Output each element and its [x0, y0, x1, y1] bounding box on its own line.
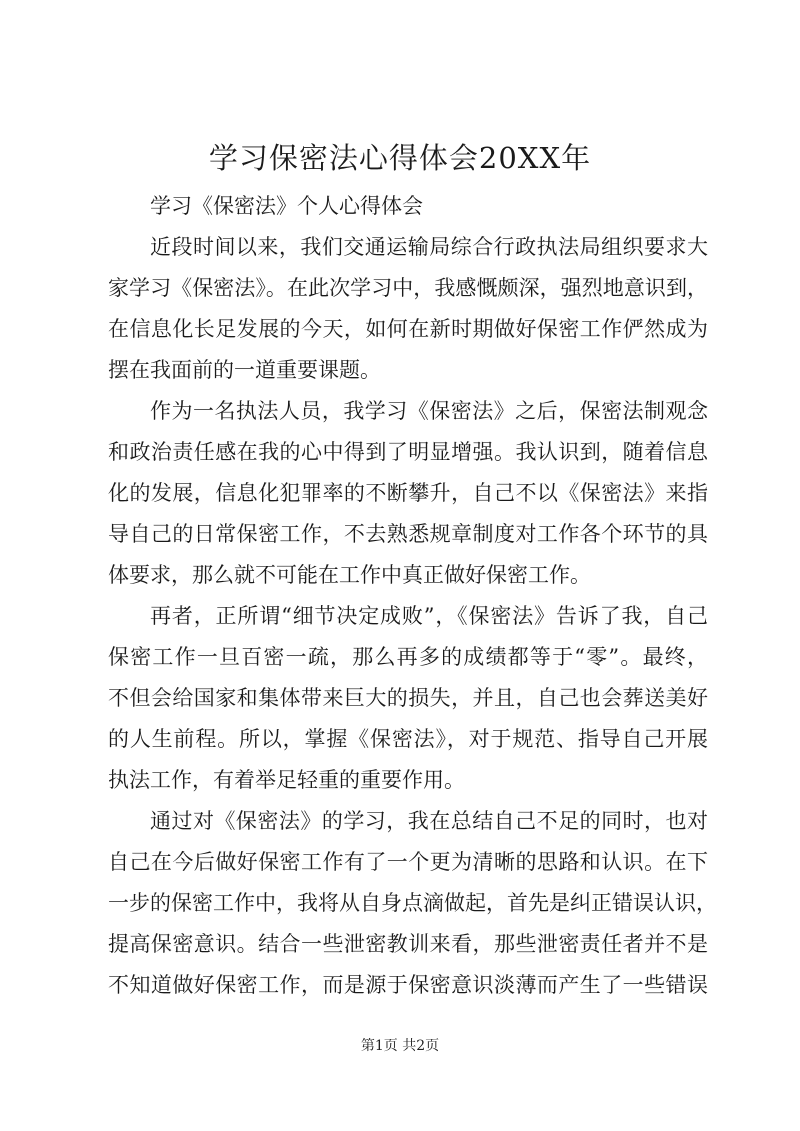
paragraph-3-line-3: 不但会给国家和集体带来巨大的损失，并且，自己也会葬送美好	[108, 686, 708, 710]
paragraph-2-line-5: 体要求，那么就不可能在工作中真正做好保密工作。	[108, 563, 591, 587]
paragraph-2-line-2: 和政治责任感在我的心中得到了明显增强。我认识到，随着信息	[108, 440, 708, 464]
paragraph-3-line-1: 再者，正所谓“细节决定成败”，《保密法》告诉了我，自己	[150, 604, 708, 628]
paragraph-4-line-3: 一步的保密工作中，我将从自身点滴做起，首先是纠正错误认识，	[108, 891, 717, 915]
paragraph-3-line-5: 执法工作，有着举足轻重的重要作用。	[108, 768, 465, 792]
paragraph-4-line-2: 自己在今后做好保密工作有了一个更为清晰的思路和认识。在下	[108, 850, 708, 874]
paragraph-4-line-1: 通过对《保密法》的学习，我在总结自己不足的同时，也对	[150, 809, 708, 833]
paragraph-1-line-3: 在信息化长足发展的今天，如何在新时期做好保密工作俨然成为	[108, 317, 708, 341]
document-title: 学习保密法心得体会20XX年	[208, 141, 592, 175]
paragraph-2-line-3: 化的发展，信息化犯罪率的不断攀升，自己不以《保密法》来指	[108, 481, 708, 505]
paragraph-2-line-1: 作为一名执法人员，我学习《保密法》之后，保密法制观念	[150, 399, 708, 423]
document-subtitle: 学习《保密法》个人心得体会	[150, 194, 423, 218]
paragraph-4-line-4: 提高保密意识。结合一些泄密教训来看，那些泄密责任者并不是	[108, 932, 708, 956]
paragraph-1-line-1: 近段时间以来，我们交通运输局综合行政执法局组织要求大	[150, 235, 708, 259]
paragraph-1-line-2: 家学习《保密法》。在此次学习中，我感慨颇深，强烈地意识到，	[108, 276, 708, 300]
paragraph-3-line-2: 保密工作一旦百密一疏，那么再多的成绩都等于“零”。最终，	[108, 645, 708, 669]
paragraph-3-line-4: 的人生前程。所以，掌握《保密法》，对于规范、指导自己开展	[108, 727, 708, 751]
page-footer: 第1页 共2页	[360, 1038, 440, 1054]
paragraph-2-line-4: 导自己的日常保密工作，不去熟悉规章制度对工作各个环节的具	[108, 522, 708, 546]
paragraph-4-line-5: 不知道做好保密工作，而是源于保密意识淡薄而产生了一些错误	[108, 973, 708, 997]
paragraph-1-line-4: 摆在我面前的一道重要课题。	[108, 358, 381, 382]
